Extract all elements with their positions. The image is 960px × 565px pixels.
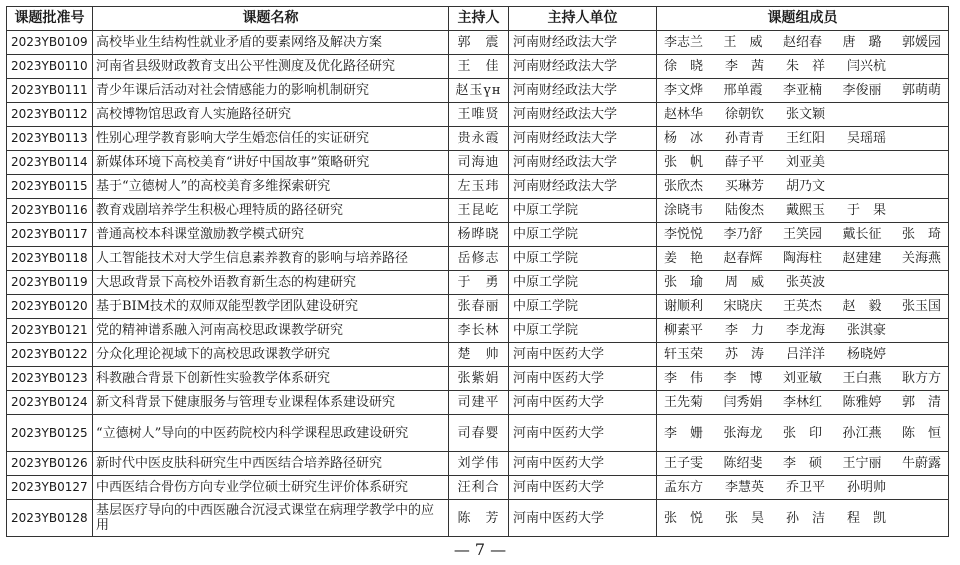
project-members [657,199,949,223]
member-name: 张 悦 [664,510,704,526]
member-name: 戴长征 [842,227,882,242]
table-row [7,452,949,476]
project-title: 大思政背景下高校外语教育新生态的构建研究 [93,271,449,295]
member-name: 闫秀娟 [723,395,763,410]
project-host: 岳修志 [449,247,509,271]
member-name: 李慧英 [725,480,765,495]
project-members [657,452,949,476]
host-unit: 中原工学院 [509,295,657,319]
project-title: 普通高校本科课堂激励教学模式研究 [93,223,449,247]
project-title: 新时代中医皮肤科研究生中西医结合培养路径研究 [93,452,449,476]
project-code: 2023YB0127 [7,476,93,500]
project-host: 左玉玮 [449,175,509,199]
member-name: 陈 恒 [901,425,941,441]
member-name: 买琳芳 [725,179,765,194]
member-name: 徐朝钦 [725,107,765,122]
project-code: 2023YB0128 [7,500,93,537]
project-title: 基于“立德树人”的高校美育多维探索研究 [93,175,449,199]
table-row [7,151,949,175]
project-title: 青少年课后活动对社会情感能力的影响机制研究 [93,79,449,103]
member-name: 陶海柱 [782,251,822,266]
member-name: 王先菊 [664,395,704,410]
member-name: 王笑园 [782,227,822,242]
project-title: 河南省县级财政教育支出公平性测度及优化路径研究 [93,55,449,79]
project-members [657,391,949,415]
project-host: 王昆屹 [449,199,509,223]
member-name: 宋晓庆 [723,299,763,314]
host-unit: 中原工学院 [509,199,657,223]
project-host: 杨晔晓 [449,223,509,247]
member-name: 于 果 [847,203,887,218]
member-name: 陈雅婷 [842,395,882,410]
member-name: 孙 洁 [786,510,826,526]
project-members [657,319,949,343]
project-title: 中西医结合骨伤方向专业学位硕士研究生评价体系研究 [93,476,449,500]
member-name: 郭萌萌 [901,83,941,98]
member-name: 张欣杰 [664,179,704,194]
project-code: 2023YB0116 [7,199,93,223]
project-code: 2023YB0111 [7,79,93,103]
project-members [657,247,949,271]
member-name: 刘亚敏 [782,371,822,386]
member-name: 张玉国 [901,299,941,314]
header-title: 课题名称 [93,7,449,31]
member-name: 杨晓婷 [847,347,887,362]
member-name: 牛蔚露 [901,456,941,471]
table-row [7,415,949,452]
project-members [657,476,949,500]
project-title: 基于BIM技术的双师双能型教学团队建设研究 [93,295,449,319]
host-unit: 河南财经政法大学 [509,175,657,199]
project-members [657,271,949,295]
project-members [657,127,949,151]
member-name: 胡乃文 [786,179,826,194]
host-unit: 中原工学院 [509,223,657,247]
project-host: 张紫娟 [449,367,509,391]
project-code: 2023YB0109 [7,31,93,55]
project-table [6,6,949,537]
member-name: 姜 艳 [664,251,704,266]
header-host: 主持人 [449,7,509,31]
project-title: 教育戏剧培养学生积极心理特质的路径研究 [93,199,449,223]
member-name: 陆俊杰 [725,203,765,218]
member-name: 杨 冰 [664,131,704,146]
member-name: 李志兰 [664,35,704,50]
member-name: 涂晓韦 [664,203,704,218]
member-name: 关海燕 [901,251,941,266]
project-members [657,223,949,247]
project-title: 科教融合背景下创新性实验教学体系研究 [93,367,449,391]
host-unit: 河南中医药大学 [509,500,657,537]
member-name: 张 瑜 [664,275,704,290]
header-members: 课题组成员 [657,7,949,31]
project-members [657,415,949,452]
member-name: 朱 祥 [786,59,826,74]
table-row [7,199,949,223]
project-host: 陈 芳 [449,500,509,537]
project-code: 2023YB0125 [7,415,93,452]
member-name: 张 昊 [725,510,765,526]
member-name: 张文颖 [786,107,826,122]
member-name: 郭媛园 [901,35,941,50]
member-name: 张 印 [782,425,822,441]
project-code: 2023YB0113 [7,127,93,151]
member-name: 薛子平 [725,155,765,170]
member-name: 戴熙玉 [786,203,826,218]
project-members [657,500,949,537]
member-name: 张 帆 [664,155,704,170]
member-name: 孙江燕 [842,425,882,441]
member-name: 邢单霞 [723,83,763,98]
project-host: 于 勇 [449,271,509,295]
member-name: 李 硕 [782,456,822,471]
page-number: — 7 — [453,540,507,559]
project-title: 新媒体环境下高校美育“讲好中国故事”策略研究 [93,151,449,175]
member-name: 周 威 [725,275,765,290]
project-members [657,367,949,391]
member-name: 孙明帅 [847,480,887,495]
table-row [7,55,949,79]
project-code: 2023YB0123 [7,367,93,391]
member-name: 闫兴杭 [847,59,887,74]
project-host: 刘学伟 [449,452,509,476]
member-name: 李 茜 [725,59,765,74]
header-row [7,7,949,31]
project-members [657,295,949,319]
member-name: 赵绍春 [782,35,822,50]
member-name: 张英波 [786,275,826,290]
member-name: 乔卫平 [786,480,826,495]
member-name: 耿方方 [901,371,941,386]
project-title: 性别心理学教育影响大学生婚恋信任的实证研究 [93,127,449,151]
table-body [7,31,949,537]
project-code: 2023YB0119 [7,271,93,295]
table-row [7,127,949,151]
member-name: 赵林华 [664,107,704,122]
member-name: 张淇豪 [847,323,887,338]
member-name: 李亚楠 [782,83,822,98]
table-row [7,247,949,271]
project-code: 2023YB0122 [7,343,93,367]
member-name: 轩玉荣 [664,347,704,362]
member-name: 陈绍斐 [723,456,763,471]
table-row [7,271,949,295]
project-members [657,79,949,103]
project-code: 2023YB0114 [7,151,93,175]
project-code: 2023YB0120 [7,295,93,319]
project-title: 人工智能技术对大学生信息素养教育的影响与培养路径 [93,247,449,271]
member-name: 吕洋洋 [786,347,826,362]
project-host: 汪利合 [449,476,509,500]
project-code: 2023YB0124 [7,391,93,415]
host-unit: 中原工学院 [509,247,657,271]
member-name: 王子雯 [664,456,704,471]
table-row [7,223,949,247]
project-title: 高校毕业生结构性就业矛盾的要素网络及解决方案 [93,31,449,55]
host-unit: 河南财经政法大学 [509,79,657,103]
project-members [657,151,949,175]
table-row [7,319,949,343]
member-name: 李乃舒 [723,227,763,242]
project-title: 高校博物馆思政育人实施路径研究 [93,103,449,127]
project-code: 2023YB0112 [7,103,93,127]
project-members [657,31,949,55]
member-name: 王红阳 [786,131,826,146]
member-name: 李林红 [782,395,822,410]
project-host: 楚 帅 [449,343,509,367]
project-code: 2023YB0110 [7,55,93,79]
table-row [7,391,949,415]
member-name: 张海龙 [723,425,763,441]
project-members [657,175,949,199]
header-code: 课题批准号 [7,7,93,31]
member-name: 赵春辉 [723,251,763,266]
host-unit: 河南中医药大学 [509,391,657,415]
member-name: 程 凯 [847,510,887,526]
project-code: 2023YB0121 [7,319,93,343]
member-name: 赵建建 [842,251,882,266]
member-name: 徐 晓 [664,59,704,74]
host-unit: 河南财经政法大学 [509,127,657,151]
table-row [7,367,949,391]
member-name: 李 伟 [664,371,704,386]
member-name: 李悦悦 [664,227,704,242]
project-title: 分众化理论视域下的高校思政课教学研究 [93,343,449,367]
project-members [657,343,949,367]
project-title: 新文科背景下健康服务与管理专业课程体系建设研究 [93,391,449,415]
member-name: 唐 璐 [842,35,882,50]
table-row [7,31,949,55]
member-name: 李俊丽 [842,83,882,98]
member-name: 李龙海 [786,323,826,338]
table-row [7,500,949,537]
table-row [7,79,949,103]
member-name: 赵 毅 [842,299,882,314]
table-row [7,175,949,199]
member-name: 郭 清 [901,395,941,410]
project-host: 司春婴 [449,415,509,452]
host-unit: 中原工学院 [509,319,657,343]
host-unit: 河南财经政法大学 [509,31,657,55]
host-unit: 河南财经政法大学 [509,151,657,175]
member-name: 柳素平 [664,323,704,338]
project-title: 党的精神谱系融入河南高校思政课教学研究 [93,319,449,343]
project-host: 贵永霞 [449,127,509,151]
host-unit: 河南中医药大学 [509,367,657,391]
member-name: 李 力 [725,323,765,338]
project-title: 基层医疗导向的中西医融合沉浸式课堂在病理学教学中的应用 [93,500,449,537]
project-title: “立德树人”导向的中医药院校内科学课程思政建设研究 [93,415,449,452]
host-unit: 河南中医药大学 [509,452,657,476]
project-host: 王唯贤 [449,103,509,127]
header-unit: 主持人单位 [509,7,657,31]
project-code: 2023YB0118 [7,247,93,271]
member-name: 王宁丽 [842,456,882,471]
host-unit: 河南中医药大学 [509,415,657,452]
host-unit: 河南中医药大学 [509,476,657,500]
host-unit: 河南财经政法大学 [509,103,657,127]
table-row [7,476,949,500]
table-row [7,295,949,319]
member-name: 张 琦 [901,227,941,242]
member-name: 王 威 [723,35,763,50]
host-unit: 河南财经政法大学 [509,55,657,79]
table-row [7,103,949,127]
project-host: 张春丽 [449,295,509,319]
project-host: 王 佳 [449,55,509,79]
project-members [657,103,949,127]
member-name: 谢顺利 [664,299,704,314]
project-members [657,55,949,79]
member-name: 苏 涛 [725,347,765,362]
member-name: 王英杰 [782,299,822,314]
member-name: 孙青青 [725,131,765,146]
table-row [7,343,949,367]
member-name: 李 博 [723,371,763,386]
member-name: 孟东方 [664,480,704,495]
project-host: 赵玉үн [449,79,509,103]
member-name: 李 姗 [664,425,704,441]
member-name: 刘亚美 [786,155,826,170]
project-code: 2023YB0117 [7,223,93,247]
project-code: 2023YB0126 [7,452,93,476]
host-unit: 中原工学院 [509,271,657,295]
member-name: 李文烨 [664,83,704,98]
project-host: 李长林 [449,319,509,343]
project-code: 2023YB0115 [7,175,93,199]
host-unit: 河南中医药大学 [509,343,657,367]
member-name: 王白燕 [842,371,882,386]
project-host: 郭 震 [449,31,509,55]
project-host: 司建平 [449,391,509,415]
project-host: 司海迪 [449,151,509,175]
member-name: 吴瑶瑶 [847,131,887,146]
